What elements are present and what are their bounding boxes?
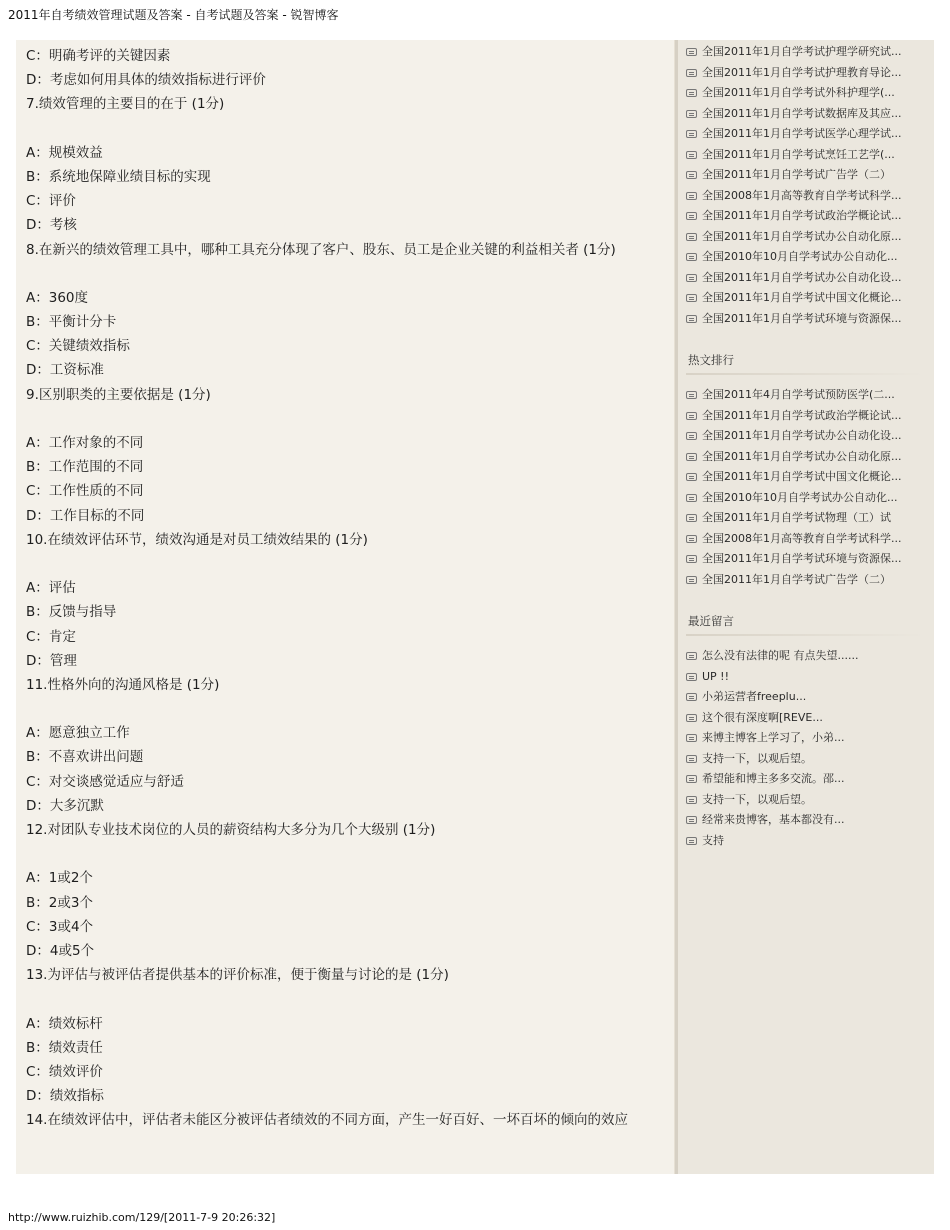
hot-post-link-label: 全国2010年10月自学考试办公自动化...: [702, 490, 898, 504]
content-line: A：工作对象的不同: [26, 435, 144, 451]
content-line: 13.为评估与被评估者提供基本的评价标准，便于衡量与讨论的是 (1分): [26, 967, 449, 984]
related-post-link[interactable]: [686, 186, 934, 207]
related-post-link-label: 全国2008年1月高等教育自学考试科学...: [702, 188, 902, 202]
hot-post-link[interactable]: [686, 467, 934, 488]
hot-posts-heading: 热文排行: [688, 353, 734, 367]
recent-comment-link-label: 支持一下，以观后望。: [702, 792, 812, 806]
recent-comment-link-label: 小弟运营者freeplu...: [702, 690, 807, 703]
content-line: C：关键绩效指标: [26, 338, 130, 355]
blank-line: [26, 552, 674, 576]
post-icon: [686, 453, 697, 461]
content-line: 9.区别职类的主要依据是 (1分): [26, 386, 211, 403]
post-icon: [686, 816, 697, 824]
content-line: 14.在绩效评估中，评估者未能区分被评估者绩效的不同方面，产生一好百好、一坏百坏的倾向的效应: [26, 1112, 628, 1129]
post-icon: [686, 494, 697, 502]
hot-post-link[interactable]: [686, 488, 934, 509]
blank-line: [26, 262, 674, 286]
related-post-link-label: 全国2011年1月自学考试医学心理学试...: [702, 127, 902, 140]
recent-comment-link[interactable]: [686, 810, 934, 831]
content-line: C：工作性质的不同: [26, 483, 144, 500]
hot-post-link[interactable]: [686, 426, 934, 447]
recent-comment-link[interactable]: [686, 749, 934, 770]
post-icon: [686, 652, 697, 660]
content-line: 12.对团队专业技术岗位的人员的薪资结构大多分为几个大级别 (1分): [26, 822, 436, 838]
recent-comment-link-label: 支持一下，以观后望。: [702, 751, 812, 765]
recent-comment-link-label: 希望能和博主多多交流。邵...: [702, 772, 845, 785]
post-icon: [686, 734, 697, 742]
hot-posts-list: [686, 385, 934, 590]
sidebar: [678, 40, 934, 1174]
hot-post-link[interactable]: [686, 529, 934, 550]
recent-comment-link-label: 支持: [702, 833, 724, 847]
blank-line: [26, 117, 674, 141]
related-post-link[interactable]: [686, 309, 934, 330]
post-icon: [686, 714, 697, 722]
post-icon: [686, 535, 697, 543]
post-icon: [686, 391, 697, 399]
hot-post-link[interactable]: [686, 570, 934, 591]
related-post-link[interactable]: [686, 247, 934, 268]
content-line: 11.性格外向的沟通风格是 (1分): [26, 676, 220, 693]
post-icon: [686, 274, 697, 282]
related-post-link[interactable]: [686, 63, 934, 84]
content-line: D：4或5个: [26, 942, 95, 959]
recent-comments-heading: 最近留言: [688, 614, 734, 628]
page-header-title: 2011年自考绩效管理试题及答案 - 自考试题及答案 - 锐智博客: [8, 8, 339, 22]
post-icon: [686, 514, 697, 522]
blog-frame: [16, 40, 934, 1174]
related-post-link-label: 全国2011年1月自学考试外科护理学(...: [702, 86, 895, 99]
related-post-link[interactable]: [686, 145, 934, 166]
hot-post-link-label: 全国2011年1月自学考试中国文化概论...: [702, 470, 902, 483]
related-post-link[interactable]: [686, 83, 934, 104]
post-icon: [686, 555, 697, 563]
related-post-link[interactable]: [686, 124, 934, 145]
post-icon: [686, 253, 697, 261]
related-post-link-label: 全国2011年1月自学考试护理学研究试...: [702, 45, 902, 58]
content-line: C：绩效评价: [26, 1063, 103, 1080]
recent-comment-link[interactable]: [686, 687, 934, 708]
recent-comment-link[interactable]: [686, 708, 934, 729]
related-post-link-label: 全国2011年1月自学考试环境与资源保...: [702, 311, 902, 325]
hot-post-link-label: 全国2011年1月自学考试政治学概论试...: [702, 408, 902, 422]
post-icon: [686, 130, 697, 138]
post-icon: [686, 837, 697, 845]
post-icon: [686, 192, 697, 200]
hot-post-link-label: 全国2011年1月自学考试办公自动化设...: [702, 429, 902, 442]
recent-comment-link-label: 来博主博客上学习了，小弟...: [702, 731, 845, 744]
post-icon: [686, 673, 697, 681]
content-line: C：明确考评的关键因素: [26, 48, 171, 64]
content-line: D：工资标准: [26, 362, 104, 379]
related-post-link[interactable]: [686, 288, 934, 309]
related-post-link-label: 全国2011年1月自学考试办公自动化设...: [702, 270, 902, 284]
post-icon: [686, 48, 697, 56]
content-line: B：绩效责任: [26, 1039, 103, 1056]
content-line: D：管理: [26, 652, 77, 669]
blank-line: [26, 987, 674, 1011]
content-line: D：考核: [26, 217, 77, 234]
related-post-link-label: 全国2011年1月自学考试政治学概论试...: [702, 209, 902, 222]
content-line: 8.在新兴的绩效管理工具中，哪种工具充分体现了客户、股东、员工是企业关键的利益相关者 (1分): [26, 241, 616, 258]
post-icon: [686, 151, 697, 159]
hot-post-link[interactable]: [686, 406, 934, 427]
post-icon: [686, 576, 697, 584]
hot-post-link-label: 全国2008年1月高等教育自学考试科学...: [702, 531, 902, 545]
post-icon: [686, 315, 697, 323]
content-line: 10.在绩效评估环节，绩效沟通是对员工绩效结果的 (1分): [26, 531, 368, 548]
hot-post-link[interactable]: [686, 508, 934, 529]
content-line: A：评估: [26, 580, 76, 597]
recent-comment-link-label: 这个很有深度啊[REVE...: [702, 710, 823, 724]
related-post-link-label: 全国2011年1月自学考试广告学（二）: [702, 168, 891, 181]
hot-post-link-label: 全国2011年1月自学考试物理（工）试: [702, 511, 891, 524]
hot-post-link-label: 全国2011年4月自学考试预防医学(二...: [702, 388, 895, 401]
recent-comment-link-label: 怎么没有法律的呢 有点失望......: [702, 649, 859, 662]
post-icon: [686, 473, 697, 481]
blank-line: [26, 407, 674, 431]
post-icon: [686, 432, 697, 440]
content-line: D：绩效指标: [26, 1088, 104, 1105]
content-line: A：1或2个: [26, 870, 93, 887]
content-line: B：工作范围的不同: [26, 459, 144, 476]
page-footer-url: http://www.ruizhib.com/129/[2011-7-9 20:26:32]: [8, 1211, 276, 1224]
recent-comment-link[interactable]: [686, 769, 934, 790]
hot-post-link-label: 全国2011年1月自学考试办公自动化原...: [702, 449, 902, 463]
post-icon: [686, 69, 697, 77]
content-line: C：对交谈感觉适应与舒适: [26, 773, 184, 790]
post-icon: [686, 294, 697, 302]
recent-comment-link[interactable]: [686, 831, 934, 852]
related-post-link-label: 全国2010年10月自学考试办公自动化...: [702, 250, 898, 263]
recent-comment-link[interactable]: [686, 790, 934, 811]
related-post-link[interactable]: [686, 268, 934, 289]
content-line: B：系统地保障业绩目标的实现: [26, 168, 211, 185]
post-icon: [686, 796, 697, 804]
hot-post-link-label: 全国2011年1月自学考试广告学（二）: [702, 572, 891, 586]
blank-line: [26, 697, 674, 721]
related-post-link-label: 全国2011年1月自学考试护理教育导论...: [702, 65, 902, 79]
content-line: B：平衡计分卡: [26, 314, 117, 331]
post-icon: [686, 693, 697, 701]
post-icon: [686, 775, 697, 783]
post-icon: [686, 212, 697, 220]
content-line: A：规模效益: [26, 144, 103, 161]
content-line: A：360度: [26, 289, 89, 306]
recent-comments-rule: [686, 634, 924, 636]
content-line: B：反馈与指导: [26, 604, 117, 621]
post-icon: [686, 89, 697, 97]
hot-post-link-label: 全国2011年1月自学考试环境与资源保...: [702, 552, 902, 565]
hot-post-link[interactable]: [686, 447, 934, 468]
article-content: [16, 40, 674, 1174]
content-line: 7.绩效管理的主要目的在于 (1分): [26, 96, 225, 113]
content-line: A：绩效标杆: [26, 1015, 103, 1032]
content-line: C：评价: [26, 193, 76, 210]
post-icon: [686, 412, 697, 420]
recent-comment-link[interactable]: [686, 646, 934, 667]
content-line: B：2或3个: [26, 894, 93, 911]
related-post-link[interactable]: [686, 42, 934, 63]
content-line: A：愿意独立工作: [26, 725, 130, 742]
post-icon: [686, 755, 697, 763]
hot-posts-rule: [686, 373, 924, 375]
content-line: C：3或4个: [26, 918, 94, 935]
hot-post-link[interactable]: [686, 385, 934, 406]
content-line: D：工作目标的不同: [26, 507, 145, 524]
related-post-link[interactable]: [686, 165, 934, 186]
hot-post-link[interactable]: [686, 549, 934, 570]
content-line: D：考虑如何用具体的绩效指标进行评价: [26, 72, 266, 89]
recent-comment-link[interactable]: [686, 667, 934, 688]
blank-line: [26, 842, 674, 866]
recent-comments-list: [686, 646, 934, 851]
post-icon: [686, 110, 697, 118]
related-posts-list: [686, 42, 934, 329]
related-post-link-label: 全国2011年1月自学考试数据库及其应...: [702, 106, 902, 120]
related-post-link-label: 全国2011年1月自学考试烹饪工艺学(...: [702, 147, 895, 161]
related-post-link[interactable]: [686, 206, 934, 227]
content-line: D：大多沉默: [26, 797, 104, 814]
post-icon: [686, 233, 697, 241]
recent-comment-link[interactable]: [686, 728, 934, 749]
related-post-link-label: 全国2011年1月自学考试办公自动化原...: [702, 229, 902, 243]
related-post-link-label: 全国2011年1月自学考试中国文化概论...: [702, 291, 902, 304]
recent-comment-link-label: 经常来贵博客，基本都没有...: [702, 813, 845, 826]
recent-comment-link-label: UP !!: [702, 669, 730, 683]
content-line: B：不喜欢讲出问题: [26, 749, 144, 766]
post-icon: [686, 171, 697, 179]
content-line: C：肯定: [26, 628, 76, 645]
related-post-link[interactable]: [686, 227, 934, 248]
related-post-link[interactable]: [686, 104, 934, 125]
